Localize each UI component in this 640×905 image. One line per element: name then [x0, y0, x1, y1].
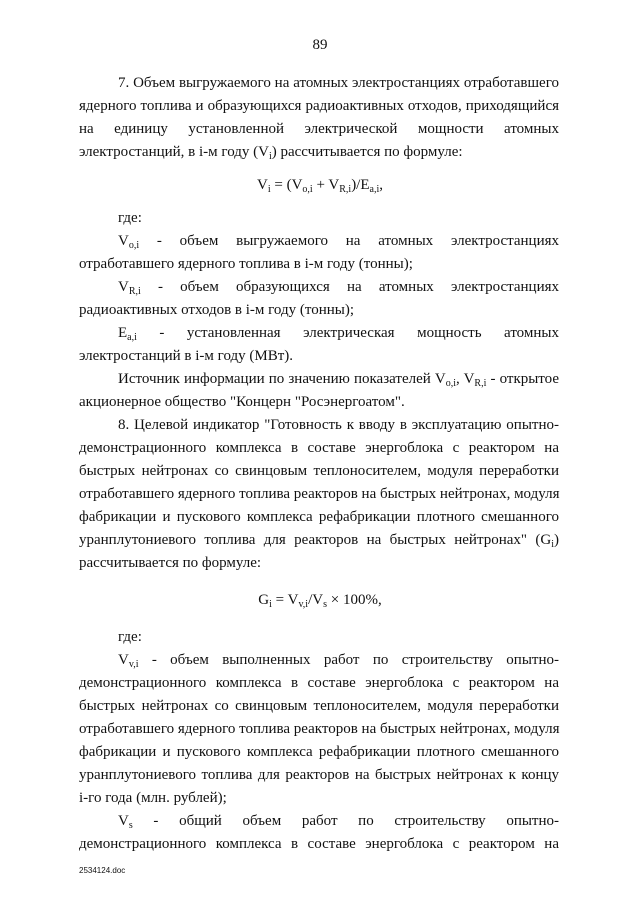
definition-line: демонстрационного комплекса в составе энергоблока с реактором на: [79, 675, 559, 691]
source-line: акционерное общество "Концерн "Росэнергоатом".: [79, 394, 405, 410]
source-line: Источник информации по значению показателей $V_{o,i}$, $V_{R,i}$ - открытое: [118, 371, 560, 389]
definition-line: отработавшего ядерного топлива в i-м году (тонны);: [79, 256, 413, 272]
definition-line: $V_{R,i}$ - объем образующихся на атомных электростанциях: [118, 279, 559, 297]
definition-line: демонстрационного комплекса в составе энергоблока с реактором на: [79, 836, 559, 852]
definition-line: фабрикации и пускового комплекса рефабрикации плотного смешанного: [79, 744, 559, 760]
p7-line: электростанций, в i-м году $(V_i)$ рассчитывается по формуле:: [79, 144, 463, 162]
definition-line: $V_{v,i}$ - объем выполненных работ по строительству опытно-: [118, 652, 559, 670]
p7-line: на единицу установленной электрической мощности атомных: [79, 121, 559, 137]
definition-line: $V_s$ - общий объем работ по строительству опытно-: [118, 813, 559, 831]
where-label: где:: [118, 629, 142, 645]
formula-vi: $V_i = (V_{o,i} + V_{R,i})/E_{a,i}$,: [257, 177, 383, 195]
p7-line: ядерного топлива и образующихся радиоактивных отходов, приходящийся: [79, 98, 559, 114]
document-filename: 2534124.doc: [79, 866, 126, 875]
p8-line: фабрикации и пускового комплекса рефабрикации плотного смешанного: [79, 509, 559, 525]
p8-line: отработавшего ядерного топлива реакторов на быстрых нейтронах, модуля: [79, 486, 560, 502]
p8-line: 8. Целевой индикатор "Готовность к вводу в эксплуатацию опытно-: [118, 417, 559, 433]
p8-line: рассчитывается по формуле:: [79, 555, 262, 571]
p7-line: 7. Объем выгружаемого на атомных электростанциях отработавшего: [118, 75, 559, 91]
definition-line: уранплутониевого топлива для реакторов на быстрых нейтронах к концу: [79, 767, 559, 783]
definition-line: i-го года (млн. рублей);: [79, 790, 227, 806]
definition-line: $E_{a,i}$ - установленная электрическая мощность атомных: [118, 325, 559, 343]
definition-line: электростанций в i-м году (МВт).: [79, 348, 294, 364]
p8-line: демонстрационного комплекса в составе энергоблока с реактором на: [79, 440, 559, 456]
p8-line: уранплутониевого топлива для реакторов на быстрых нейтронах" $(G_i)$: [79, 532, 559, 550]
page-number: 89: [312, 37, 328, 53]
definition-line: быстрых нейтронах со свинцовым теплоносителем, модуля переработки: [79, 698, 559, 714]
definition-line: $V_{o,i}$ - объем выгружаемого на атомных электростанциях: [118, 233, 559, 251]
p8-line: быстрых нейтронах со свинцовым теплоносителем, модуля переработки: [79, 463, 559, 479]
definition-line: радиоактивных отходов в i-м году (тонны);: [79, 302, 355, 318]
definition-line: отработавшего ядерного топлива реакторов на быстрых нейтронах, модуля: [79, 721, 560, 737]
where-label: где:: [118, 210, 142, 226]
formula-gi: $G_i = V_{v,i}/V_s \times 100\%$,: [258, 592, 382, 610]
